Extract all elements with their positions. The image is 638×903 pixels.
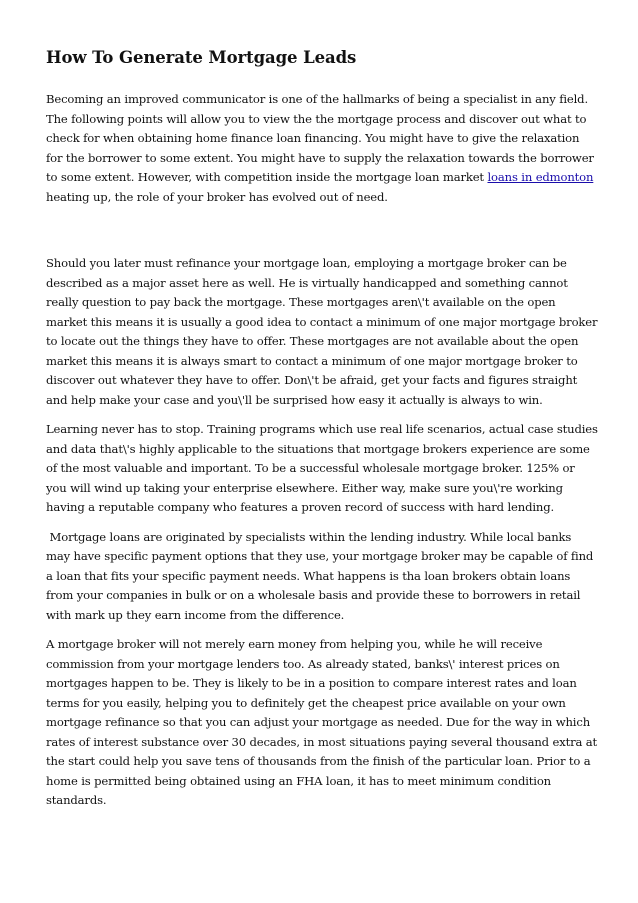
paragraph-intro — [46, 90, 598, 207]
document-page — [46, 0, 598, 811]
paragraph-learning: Learning never has to stop. Training programs which use real life scenarios, actual case studies and data that\'s highly applicable to the situations that mortgage brokers experience are some of the most valuable and important. To be a successful wholesale mortgage broker. 125% or you will wind up taking your enterprise elsewhere. Either way, make sure you\'re working having a reputable company who features a proven record of success with hard lending. — [46, 422, 598, 514]
paragraph-specialists: Mortgage loans are originated by specialists within the lending industry. While local banks may have specific payment options that they use, your mortgage broker may be capable of find a loan that fits your specific payment needs. What happens is tha loan brokers obtain loans from your companies in bulk or on a wholesale basis and provide these to borrowers in retail with mark up they earn income from the difference. — [46, 529, 597, 622]
paragraph-commission: A mortgage broker will not merely earn money from helping you, while he will receive commission from your mortgage lenders too. As already stated, banks\' interest prices on mortgages happen to be. They is likely to be in a position to compare interest rates and loan terms for you easily, helping you to definitely get the cheapest price available on your own mortgage refinance so that you can adjust your mortgage as needed. Due for the way in which rates of interest substance over 30 decades, in most situations paying several thousand extra at the start could help you save tens of thousands from the finish of the particular loan. Prior to a home is permitted being obtained using an FHA loan, it has to meet minimum condition standards. — [46, 637, 598, 807]
paragraph-refinance: Should you later must refinance your mortgage loan, employing a mortgage broker can be described as a major asset here as well. He is virtually handicapped and something cannot really question to pay back the mortgage. These mortgages aren\'t available on the open market this means it is usually a good idea to contact a minimum of one major mortgage broker to locate out the things they have to offer. These mortgages are not available about the open market this means it is always smart to contact a minimum of one major mortgage broker to discover out whatever they have to offer. Don\'t be afraid, get your facts and figures straight and help make your case and you\'ll be surprised how easy it actually is always to win. — [46, 256, 598, 407]
loans-in-edmonton-link[interactable]: loans in edmonton — [487, 170, 594, 184]
blank-space — [46, 207, 598, 254]
paragraph-intro-text-after: heating up, the role of your broker has evolved out of need. — [46, 189, 388, 204]
page-title: How To Generate Mortgage Leads — [46, 48, 357, 67]
paragraph-intro-text-before: Becoming an improved communicator is one of the hallmarks of being a specialist in any field. The following points will allow you to view the the mortgage process and discover out what to check for when obtaining home finance loan financing. You might have to give the relaxation for the borrower to some extent. You might have to supply the relaxation towards the borrower to some extent. However, with competition inside the mortgage loan market — [46, 92, 594, 184]
